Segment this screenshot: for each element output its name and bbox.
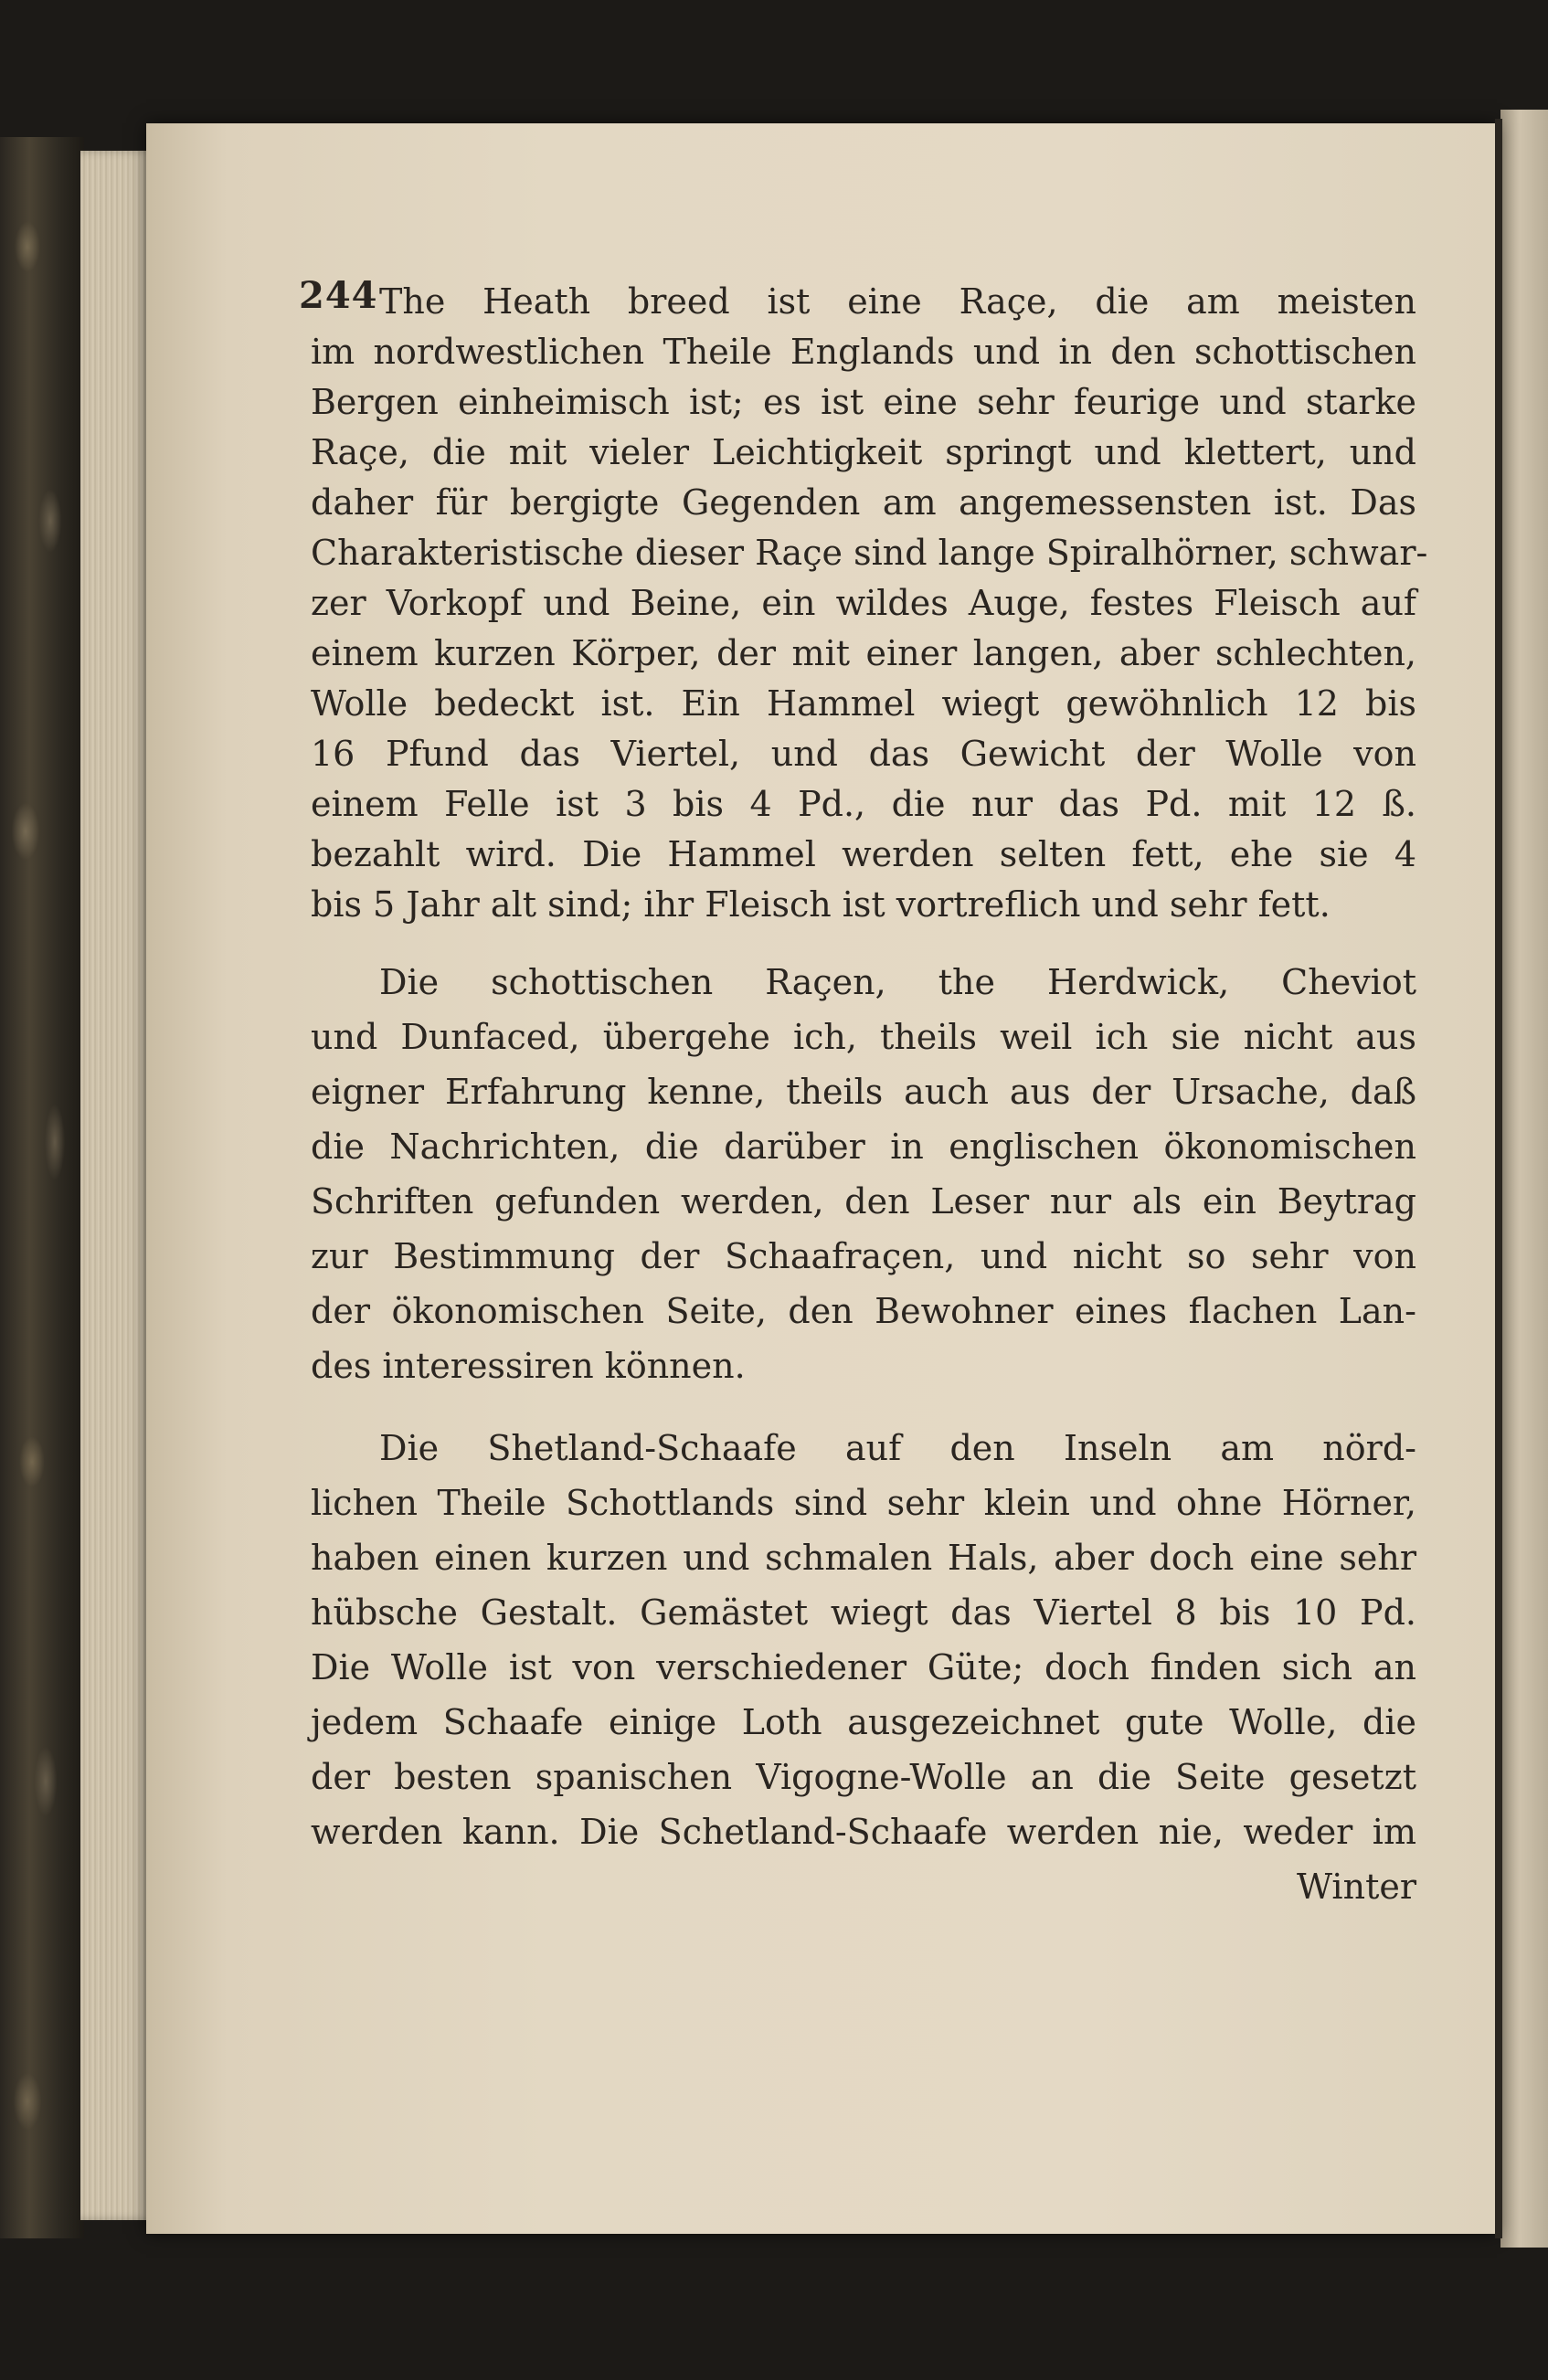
text-line: der besten spanischen Vigogne-Wolle an die Seite gesetzt [311,1757,1416,1797]
catchword: Winter [1297,1867,1416,1907]
text-line: Bergen einheimisch ist; es ist eine sehr feurige und starke [311,382,1416,422]
text-line: im nordwestlichen Theile Englands und in den schottischen [311,332,1416,372]
text-line: Schriften gefunden werden, den Leser nur als ein Beytrag [311,1181,1416,1222]
text-line: bis 5 Jahr alt sind; ihr Fleisch ist vortreflich und sehr fett. [311,884,1331,925]
text-line: Charakteristische dieser Raçe sind lange Spiralhörner, schwar- [311,533,1428,573]
text-line: einem kurzen Körper, der mit einer langen, aber schlechten, [311,633,1416,673]
text-line: Die schottischen Raçen, the Herdwick, Cheviot [379,962,1416,1002]
page-gutter-shadow [1495,119,1502,2238]
text-line: The Heath breed ist eine Raçe, die am meisten [379,281,1416,322]
text-line: Die Shetland-Schaafe auf den Inseln am nörd- [379,1428,1416,1468]
text-line: daher für bergigte Gegenden am angemessensten ist. Das [311,482,1416,523]
text-line: zur Bestimmung der Schaafraçen, und nicht so sehr von [311,1236,1416,1276]
marbled-cover-pattern [0,137,84,2238]
page-number: 244 [299,274,378,317]
text-line: werden kann. Die Schetland-Schaafe werden nie, weder im [311,1812,1416,1852]
text-line: Wolle bedeckt ist. Ein Hammel wiegt gewöhnlich 12 bis [311,683,1416,724]
text-line: lichen Theile Schottlands sind sehr klein und ohne Hörner, [311,1483,1416,1523]
text-line: haben einen kurzen und schmalen Hals, aber doch eine sehr [311,1538,1416,1578]
text-line: und Dunfaced, übergehe ich, theils weil ich sie nicht aus [311,1017,1416,1057]
text-line: des interessiren können. [311,1346,746,1386]
text-line: einem Felle ist 3 bis 4 Pd., die nur das Pd. mit 12 ß. [311,784,1416,824]
text-line: Die Wolle ist von verschiedener Güte; doch finden sich an [311,1647,1416,1687]
book-cover-left [0,137,84,2238]
page-edges [80,151,154,2220]
text-line: zer Vorkopf und Beine, ein wildes Auge, festes Fleisch auf [311,583,1416,623]
text-line: jedem Schaafe einige Loth ausgezeichnet gute Wolle, die [311,1702,1416,1742]
text-line: 16 Pfund das Viertel, und das Gewicht der Wolle von [311,734,1416,774]
adjacent-page [1500,110,1548,2248]
text-line: eigner Erfahrung kenne, theils auch aus der Ursache, daß [311,1072,1416,1112]
text-line: Raçe, die mit vieler Leichtigkeit springt und klettert, und [311,432,1416,472]
text-line: bezahlt wird. Die Hammel werden selten fett, ehe sie 4 [311,834,1416,874]
text-line: hübsche Gestalt. Gemästet wiegt das Viertel 8 bis 10 Pd. [311,1592,1416,1633]
text-line: die Nachrichten, die darüber in englischen ökonomischen [311,1127,1416,1167]
text-line: der ökonomischen Seite, den Bewohner eines flachen Lan- [311,1291,1416,1331]
